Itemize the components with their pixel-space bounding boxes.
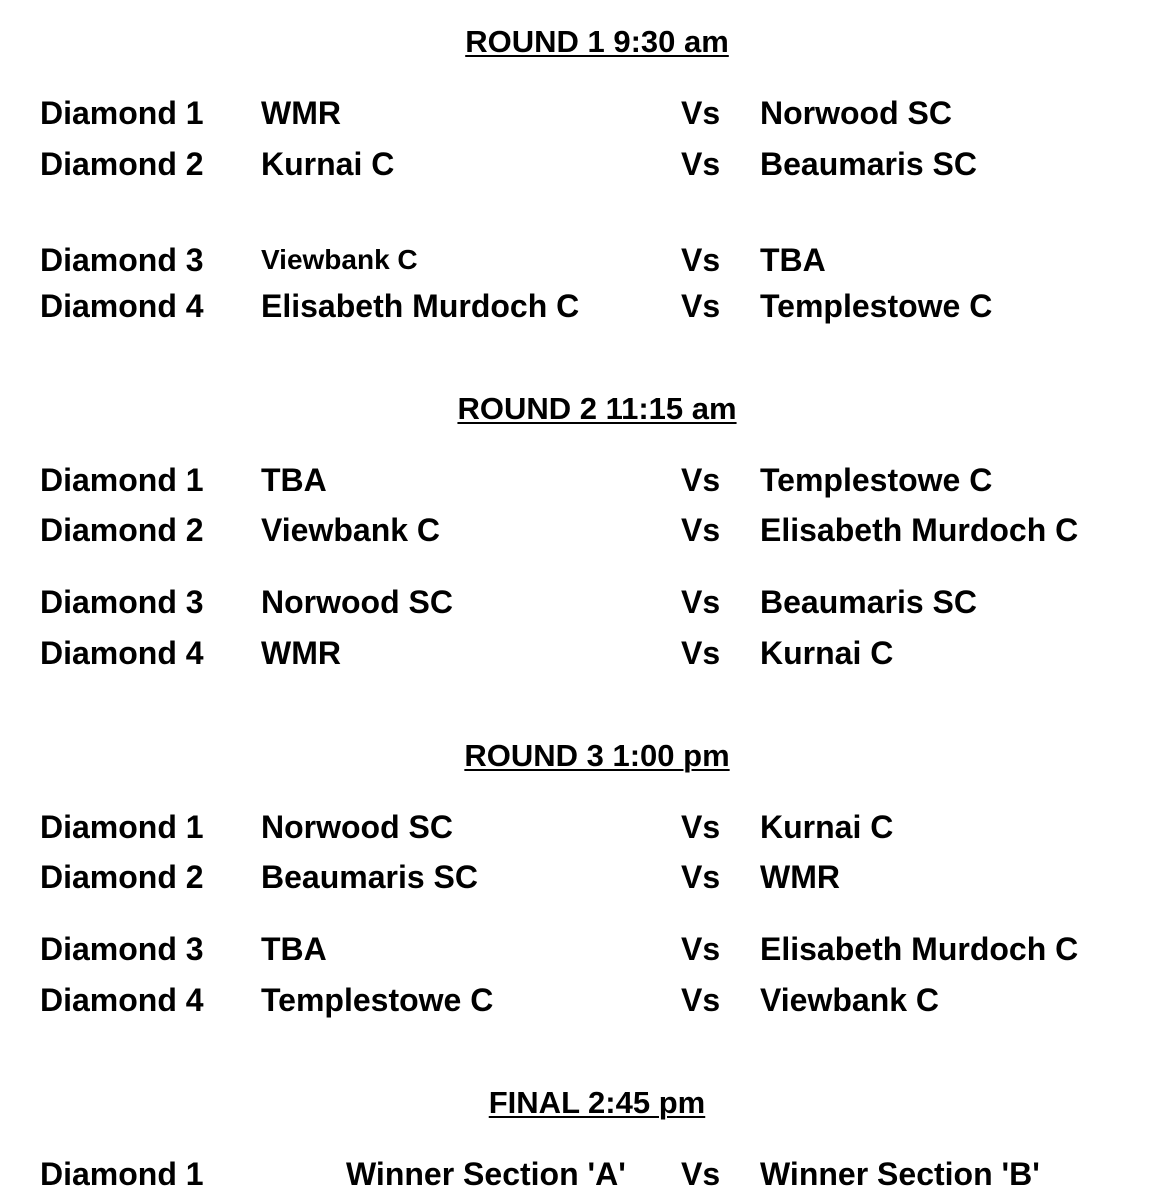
away-team: Winner Section 'B'	[760, 1156, 1040, 1192]
diamond-label: Diamond 3	[40, 584, 204, 620]
away-team: Elisabeth Murdoch C	[760, 512, 1079, 548]
vs-label: Vs	[681, 931, 721, 967]
away-team: Templestowe C	[760, 288, 993, 324]
vs-label: Vs	[681, 584, 721, 620]
vs-label: Vs	[681, 1156, 721, 1192]
vs-label: Vs	[681, 146, 721, 182]
diamond-label: Diamond 1	[40, 462, 204, 498]
home-team: Kurnai C	[261, 146, 395, 182]
home-team: WMR	[261, 95, 341, 131]
away-team: WMR	[760, 859, 840, 895]
match-row	[0, 1154, 1174, 1194]
round-2-heading: ROUND 2 11:15 am	[457, 391, 737, 426]
vs-label: Vs	[681, 242, 721, 278]
diamond-label: Diamond 1	[40, 95, 204, 131]
home-team: Norwood SC	[261, 584, 453, 620]
match-row	[0, 240, 1174, 280]
match-row	[0, 929, 1174, 969]
match-row	[0, 582, 1174, 622]
home-team: Elisabeth Murdoch C	[261, 288, 580, 324]
match-row	[0, 460, 1174, 500]
diamond-label: Diamond 4	[40, 635, 204, 671]
match-row	[0, 144, 1174, 184]
vs-label: Vs	[681, 288, 721, 324]
diamond-label: Diamond 1	[40, 809, 204, 845]
diamond-label: Diamond 4	[40, 982, 204, 1018]
diamond-label: Diamond 1	[40, 1156, 204, 1192]
final-heading: FINAL 2:45 pm	[488, 1085, 706, 1120]
away-team: Viewbank C	[760, 982, 940, 1018]
away-team: Beaumaris SC	[760, 146, 977, 182]
home-team: Templestowe C	[261, 982, 494, 1018]
home-team: TBA	[261, 462, 327, 498]
away-team: Beaumaris SC	[760, 584, 977, 620]
home-team: Norwood SC	[261, 809, 453, 845]
match-row	[0, 857, 1174, 897]
match-row	[0, 93, 1174, 133]
vs-label: Vs	[681, 809, 721, 845]
away-team: Kurnai C	[760, 809, 894, 845]
round-3-heading: ROUND 3 1:00 pm	[464, 738, 730, 773]
away-team: Kurnai C	[760, 635, 894, 671]
vs-label: Vs	[681, 982, 721, 1018]
away-team: Templestowe C	[760, 462, 993, 498]
diamond-label: Diamond 4	[40, 288, 204, 324]
vs-label: Vs	[681, 95, 721, 131]
match-row	[0, 807, 1174, 847]
home-team: WMR	[261, 635, 341, 671]
away-team: TBA	[760, 242, 826, 278]
match-row	[0, 980, 1174, 1020]
away-team: Elisabeth Murdoch C	[760, 931, 1079, 967]
round-1-heading: ROUND 1 9:30 am	[465, 24, 729, 59]
diamond-label: Diamond 3	[40, 242, 204, 278]
vs-label: Vs	[681, 462, 721, 498]
match-row	[0, 286, 1174, 326]
vs-label: Vs	[681, 859, 721, 895]
home-team: Viewbank C	[261, 244, 418, 275]
diamond-label: Diamond 2	[40, 146, 204, 182]
match-row	[0, 510, 1174, 550]
home-team: Viewbank C	[261, 512, 441, 548]
vs-label: Vs	[681, 635, 721, 671]
away-team: Norwood SC	[760, 95, 952, 131]
diamond-label: Diamond 3	[40, 931, 204, 967]
home-team: TBA	[261, 931, 327, 967]
home-team: Winner Section 'A'	[346, 1156, 626, 1192]
diamond-label: Diamond 2	[40, 512, 204, 548]
home-team: Beaumaris SC	[261, 859, 478, 895]
match-row	[0, 633, 1174, 673]
diamond-label: Diamond 2	[40, 859, 204, 895]
vs-label: Vs	[681, 512, 721, 548]
